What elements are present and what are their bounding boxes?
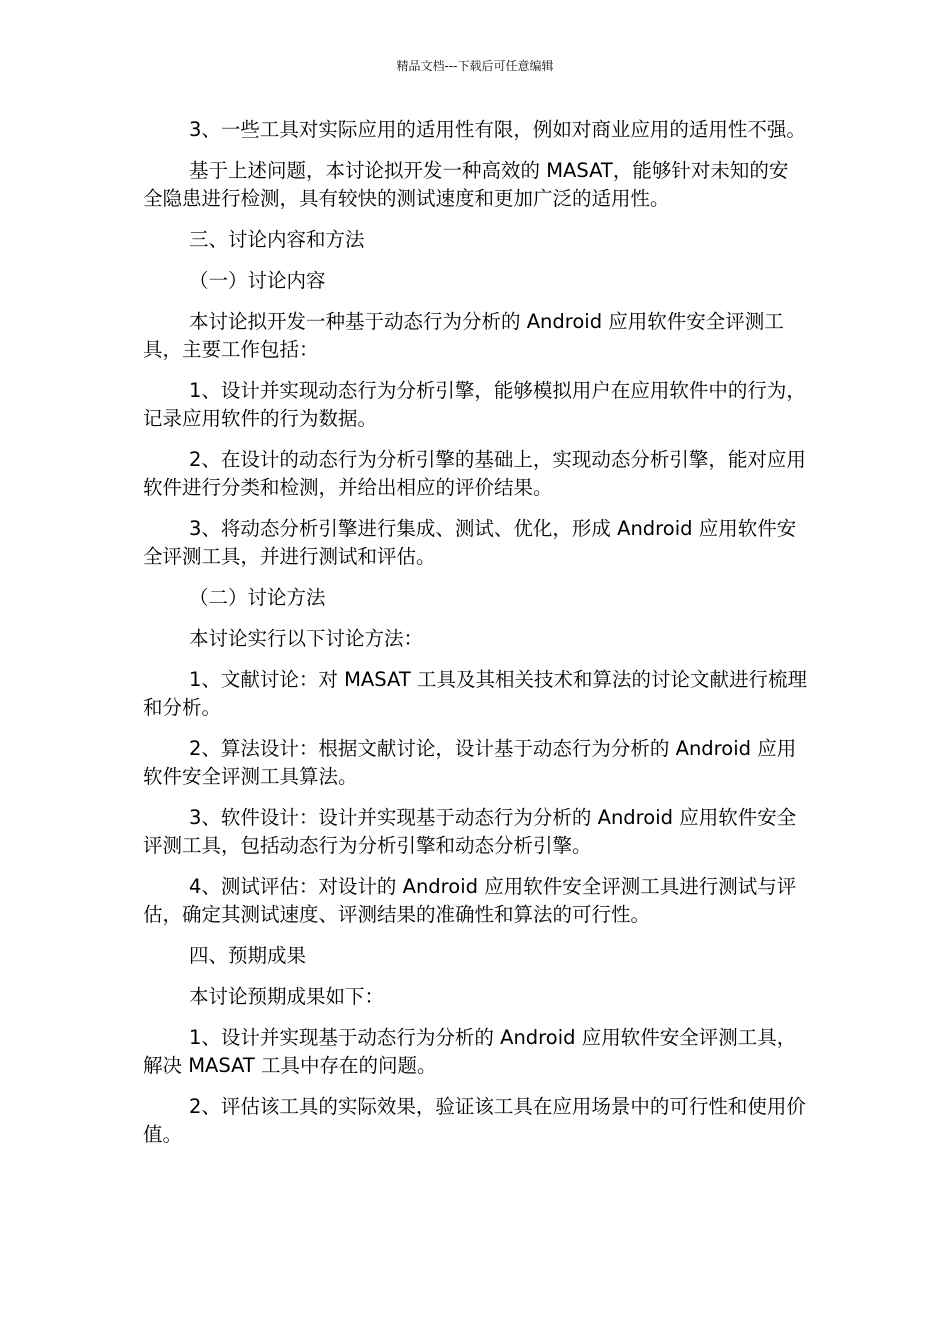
list-item-content-1: 1、设计并实现动态行为分析引擎，能够模拟用户在应用软件中的行为，记录应用软件的行为数据。	[143, 379, 806, 430]
paragraph-methods-intro: 本讨论实行以下讨论方法：	[189, 627, 424, 650]
list-item-method-1: 1、文献讨论：对 MASAT 工具及其相关技术和算法的讨论文献进行梳理和分析。	[143, 668, 807, 719]
list-item-result-2: 2、评估该工具的实际效果，验证该工具在应用场景中的可行性和使用价值。	[143, 1095, 806, 1146]
list-item-result-1: 1、设计并实现基于动态行为分析的 Android 应用软件安全评测工具，解决 MASAT 工具中存在的问题。	[143, 1026, 797, 1077]
section-heading-expected-results: 四、预期成果	[189, 944, 307, 967]
paragraph-motivation: 基于上述问题，本讨论拟开发一种高效的 MASAT，能够针对未知的安全隐患进行检测，具有较快的测试速度和更加广泛的适用性。	[143, 159, 789, 210]
paragraph-content-intro: 本讨论拟开发一种基于动态行为分析的 Android 应用软件安全评测工具，主要工作包括：	[143, 310, 784, 361]
paragraph-results-intro: 本讨论预期成果如下：	[189, 985, 385, 1008]
section-heading-content-methods: 三、讨论内容和方法	[189, 228, 365, 251]
paragraph-tool-limitation: 3、一些工具对实际应用的适用性有限，例如对商业应用的适用性不强。	[189, 118, 806, 141]
list-item-method-2: 2、算法设计：根据文献讨论，设计基于动态行为分析的 Android 应用软件安全评测工具算法。	[143, 737, 797, 788]
page-header: 精品文档---下载后可任意编辑	[396, 59, 554, 73]
list-item-content-2: 2、在设计的动态行为分析引擎的基础上，实现动态分析引擎，能对应用软件进行分类和检测，并给出相应的评价结果。	[143, 448, 806, 499]
subsection-heading-content: （一）讨论内容	[189, 269, 326, 292]
subsection-heading-methods: （二）讨论方法	[189, 586, 326, 609]
list-item-method-3: 3、软件设计：设计并实现基于动态行为分析的 Android 应用软件安全评测工具，包括动态行为分析引擎和动态分析引擎。	[143, 806, 797, 857]
list-item-method-4: 4、测试评估：对设计的 Android 应用软件安全评测工具进行测试与评估，确定其测试速度、评测结果的准确性和算法的可行性。	[143, 875, 797, 926]
list-item-content-3: 3、将动态分析引擎进行集成、测试、优化，形成 Android 应用软件安全评测工具，并进行测试和评估。	[143, 517, 797, 568]
document-body	[143, 116, 807, 1162]
